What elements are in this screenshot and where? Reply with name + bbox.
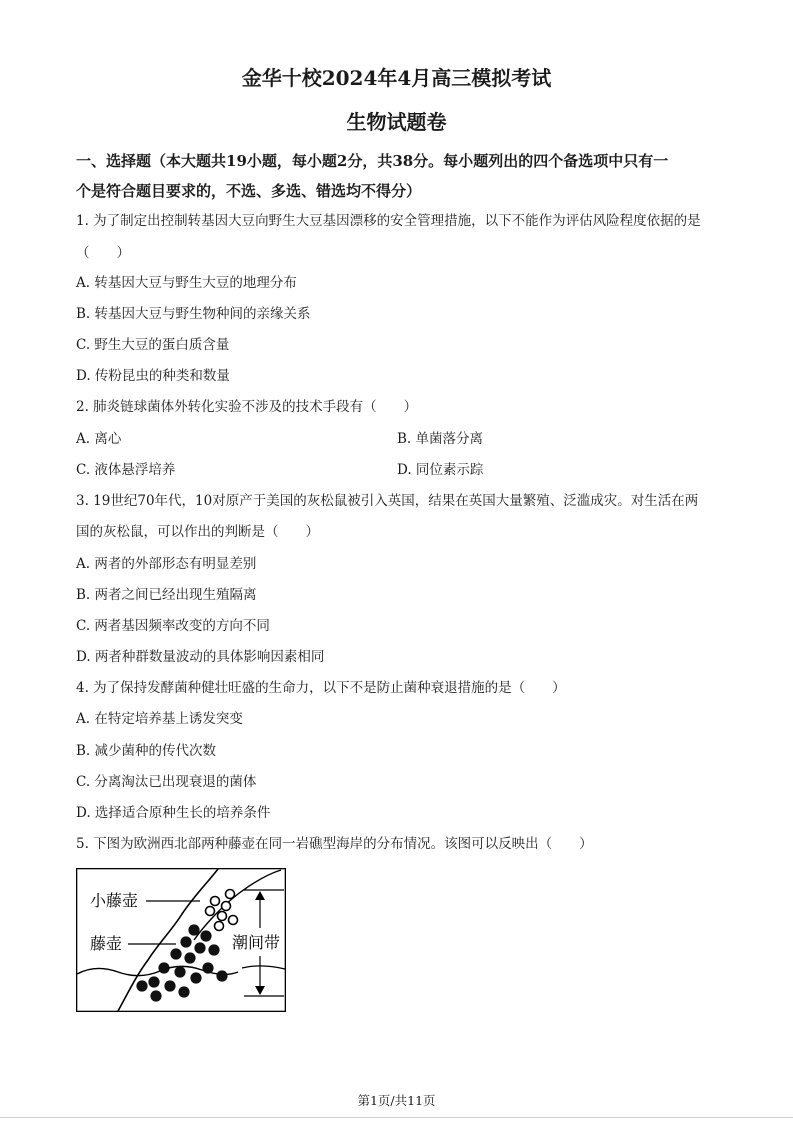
- q1-option-d: D. 传粉昆虫的种类和数量: [76, 368, 230, 384]
- small-barnacle: [215, 922, 224, 931]
- exam-subtitle: 生物试题卷: [346, 110, 447, 134]
- section-heading-line2: 个是符合题目要求的，不选、多选、错选均不得分）: [76, 182, 422, 200]
- figure-label-barnacle: 藤壶: [90, 936, 123, 953]
- small-barnacle: [211, 897, 220, 906]
- section-heading-line1: 一、选择题（本大题共19小题，每小题2分，共38分。每小题列出的四个备选项中只有一: [76, 152, 669, 170]
- q2-option-a: A. 离心: [76, 431, 122, 447]
- q2-option-b: B. 单菌落分离: [397, 431, 484, 447]
- q1-option-c: C. 野生大豆的蛋白质含量: [76, 337, 230, 353]
- exam-title: 金华十校2024年4月高三模拟考试: [241, 66, 552, 90]
- q4-option-a: A. 在特定培养基上诱发突变: [76, 711, 243, 727]
- q1-stem-line1: 1. 为了制定出控制转基因大豆向野生大豆基因漂移的安全管理措施，以下不能作为评估风险程度依据的是: [76, 213, 701, 229]
- barnacle: [174, 966, 185, 977]
- q3-option-b: B. 两者之间已经出现生殖隔离: [76, 587, 257, 603]
- barnacle: [202, 962, 213, 973]
- q4-stem: 4. 为了保持发酵菌种健壮旺盛的生命力，以下不是防止菌种衰退措施的是（ ）: [76, 680, 566, 696]
- q3-option-d: D. 两者种群数量波动的具体影响因素相同: [76, 649, 325, 665]
- q2-option-d: D. 同位素示踪: [397, 462, 484, 478]
- barnacle: [180, 936, 191, 947]
- figure-label-small-barnacle: 小藤壶: [90, 893, 139, 910]
- small-barnacle: [206, 907, 215, 916]
- q2-option-c: C. 液体悬浮培养: [76, 462, 176, 478]
- q3-stem-line2: 国的灰松鼠，可以作出的判断是（ ）: [76, 524, 319, 540]
- barnacle: [200, 930, 211, 941]
- barnacle: [158, 962, 169, 973]
- q3-option-c: C. 两者基因频率改变的方向不同: [76, 618, 270, 634]
- q2-stem: 2. 肺炎链球菌体外转化实验不涉及的技术手段有（ ）: [76, 399, 418, 415]
- barnacle: [216, 970, 227, 981]
- barnacle: [170, 948, 181, 959]
- small-barnacle: [222, 902, 231, 911]
- barnacle: [178, 986, 189, 997]
- barnacle: [208, 944, 219, 955]
- figure-label-intertidal: 潮间带: [232, 935, 281, 952]
- small-barnacle: [226, 890, 235, 899]
- q1-stem-line2: （ ）: [76, 245, 130, 261]
- q3-option-a: A. 两者的外部形态有明显差别: [76, 556, 257, 572]
- small-barnacle: [229, 916, 238, 925]
- barnacle: [136, 980, 147, 991]
- q3-stem-line1: 3. 19世纪70年代，10对原产于美国的灰松鼠被引入英国，结果在英国大量繁殖、泛滥成灾。对生活在两: [76, 493, 699, 509]
- barnacle: [184, 952, 195, 963]
- barnacle-distribution-figure: [76, 868, 286, 1012]
- small-barnacle: [218, 912, 227, 921]
- barnacle: [194, 942, 205, 953]
- barnacle: [150, 990, 161, 1001]
- barnacle: [148, 976, 159, 987]
- barnacle: [164, 980, 175, 991]
- q4-option-d: D. 选择适合原种生长的培养条件: [76, 805, 271, 821]
- q4-option-c: C. 分离淘汰已出现衰退的菌体: [76, 774, 257, 790]
- page-footer: 第1页/共11页: [357, 1093, 436, 1108]
- q1-option-b: B. 转基因大豆与野生物种间的亲缘关系: [76, 306, 311, 322]
- barnacle: [190, 972, 201, 983]
- q1-option-a: A. 转基因大豆与野生大豆的地理分布: [76, 275, 297, 291]
- barnacle: [188, 924, 199, 935]
- q4-option-b: B. 减少菌种的传代次数: [76, 743, 217, 759]
- q5-stem: 5. 下图为欧洲西北部两种藤壶在同一岩礁型海岸的分布情况。该图可以反映出（ ）: [76, 836, 593, 852]
- bottom-divider: [0, 1117, 793, 1118]
